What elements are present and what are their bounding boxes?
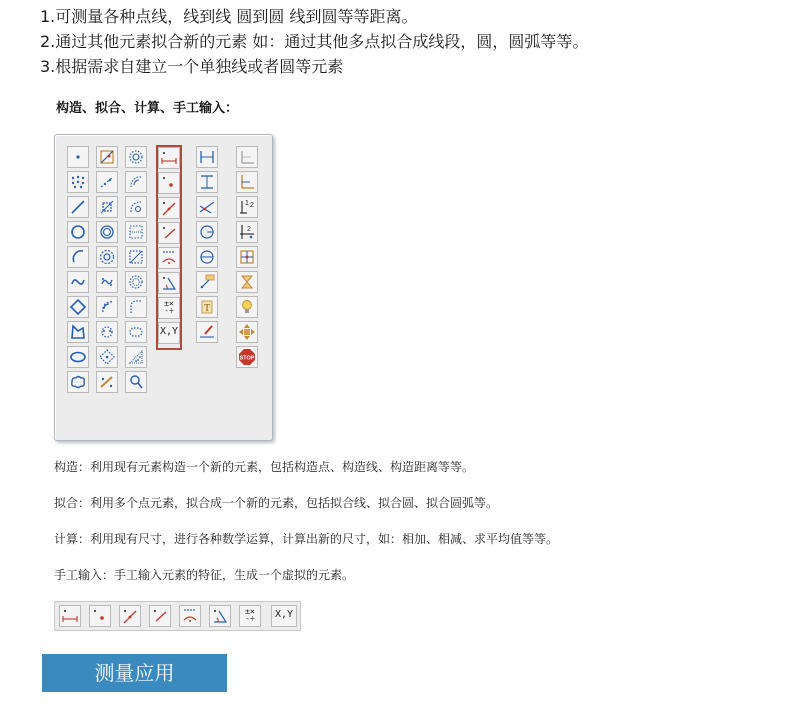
- arc-dashed-icon[interactable]: [125, 296, 147, 318]
- manual-line-icon[interactable]: [158, 197, 180, 219]
- fit-line-icon[interactable]: [96, 196, 118, 218]
- manual-angle-icon[interactable]: [158, 272, 180, 294]
- manual-slash-icon[interactable]: [158, 222, 180, 244]
- tb-manual-angle-icon[interactable]: [209, 605, 231, 627]
- move-origin-icon[interactable]: [236, 246, 258, 268]
- fit-circle-icon[interactable]: [96, 221, 118, 243]
- tb-manual-xy-icon[interactable]: X,Y: [271, 605, 297, 627]
- datum-2-icon[interactable]: [236, 196, 258, 218]
- desc-construct: 构造：利用现有元素构造一个新的元素，包括构造点、构造线、构造距离等等。: [54, 460, 475, 474]
- polygon-icon[interactable]: [67, 296, 89, 318]
- svg-text:2: 2: [247, 226, 251, 233]
- palette-column-2: [96, 146, 118, 396]
- tb-manual-points-icon[interactable]: [179, 605, 201, 627]
- circle-dashed-icon[interactable]: [125, 271, 147, 293]
- tb-manual-line-icon[interactable]: [119, 605, 141, 627]
- polyline-icon[interactable]: [67, 321, 89, 343]
- label-dimension-icon[interactable]: [196, 271, 218, 293]
- box-dashed-icon[interactable]: [125, 246, 147, 268]
- tb-manual-math-icon[interactable]: ±× -÷: [239, 605, 261, 627]
- fit-polygon-icon[interactable]: [96, 296, 118, 318]
- measurement-application-button[interactable]: 测量应用: [42, 654, 227, 692]
- manual-xy-icon[interactable]: X,Y: [158, 322, 180, 344]
- arc-icon[interactable]: [67, 246, 89, 268]
- svg-text:1: 1: [245, 200, 249, 207]
- intro-line-1: 1.可测量各种点线，线到线 圆到圆 线到圆等等距离。: [40, 7, 418, 26]
- desc-fit: 拟合：利用多个点元素，拟合成一个新的元素，包括拟合线、拟合圆、拟合圆弧等。: [54, 496, 499, 510]
- grid-line-icon[interactable]: [125, 221, 147, 243]
- fit-contour-icon[interactable]: [96, 321, 118, 343]
- intro-text: [40, 4, 588, 79]
- slot-dashed-icon[interactable]: [125, 321, 147, 343]
- stop-icon[interactable]: [236, 346, 258, 368]
- manual-math-icon[interactable]: ±× -÷: [158, 297, 180, 319]
- circle-icon[interactable]: [67, 221, 89, 243]
- circle-dimension-icon[interactable]: [196, 221, 218, 243]
- datum-icon[interactable]: [236, 146, 258, 168]
- palette-title: 构造、拟合、计算、手工输入：: [56, 101, 239, 116]
- desc-compute: 计算：利用现有尺寸，进行各种数学运算，计算出新的尺寸，如：相加、相减、求平均值等等。: [54, 532, 559, 546]
- desc-manual: 手工输入：手工输入元素的特征，生成一个虚拟的元素。: [54, 568, 355, 582]
- intro-line-3: 3.根据需求自建立一个单独线或者圆等元素: [40, 57, 344, 76]
- text-dimension-icon[interactable]: [196, 296, 218, 318]
- manual-input-toolbar: [54, 601, 301, 631]
- fit-slot-icon[interactable]: [96, 271, 118, 293]
- circle-pattern-icon[interactable]: [125, 146, 147, 168]
- palette-column-5: [196, 146, 218, 346]
- slot-icon[interactable]: [67, 271, 89, 293]
- tb-manual-slash-icon[interactable]: [149, 605, 171, 627]
- ellipse-icon[interactable]: [67, 346, 89, 368]
- xy-axes-icon[interactable]: [236, 171, 258, 193]
- fit-points-icon[interactable]: [67, 171, 89, 193]
- dotted-fill-icon[interactable]: [125, 346, 147, 368]
- move-icon[interactable]: [236, 321, 258, 343]
- datum-3-icon[interactable]: [236, 221, 258, 243]
- tangent-arc-icon[interactable]: [125, 196, 147, 218]
- fit-arc-icon[interactable]: [96, 246, 118, 268]
- arc-pattern-icon[interactable]: [125, 171, 147, 193]
- svg-text:T: T: [203, 303, 211, 314]
- manual-points-icon[interactable]: [158, 247, 180, 269]
- manual-distance-icon[interactable]: [158, 147, 180, 169]
- tb-manual-point-icon[interactable]: [89, 605, 111, 627]
- i-dimension-icon[interactable]: [196, 171, 218, 193]
- h-dimension-icon[interactable]: [196, 146, 218, 168]
- pencil-dimension-icon[interactable]: [196, 321, 218, 343]
- palette-column-6: [236, 146, 258, 371]
- hourglass-icon[interactable]: [236, 271, 258, 293]
- tool-palette: [54, 134, 273, 441]
- svg-text:STOP: STOP: [239, 355, 255, 362]
- line-points-icon[interactable]: [96, 171, 118, 193]
- palette-column-1: [67, 146, 89, 396]
- svg-text:2: 2: [250, 202, 254, 209]
- palette-column-3: [125, 146, 147, 396]
- tb-manual-distance-icon[interactable]: [59, 605, 81, 627]
- diameter-dimension-icon[interactable]: [196, 246, 218, 268]
- manual-point-icon[interactable]: [158, 172, 180, 194]
- bulb-icon[interactable]: [236, 296, 258, 318]
- angle-dimension-icon[interactable]: [196, 196, 218, 218]
- contour-icon[interactable]: [67, 371, 89, 393]
- palette-column-manual: [156, 145, 182, 350]
- line-icon[interactable]: [67, 196, 89, 218]
- box-point-icon[interactable]: [96, 146, 118, 168]
- intro-line-2: 2.通过其他元素拟合新的元素 如：通过其他多点拟合成线段，圆，圆弧等等。: [40, 32, 589, 51]
- construct-point-icon[interactable]: [67, 146, 89, 168]
- pen-fit-icon[interactable]: [96, 371, 118, 393]
- fit-pattern-icon[interactable]: [96, 346, 118, 368]
- magnify-icon[interactable]: [125, 371, 147, 393]
